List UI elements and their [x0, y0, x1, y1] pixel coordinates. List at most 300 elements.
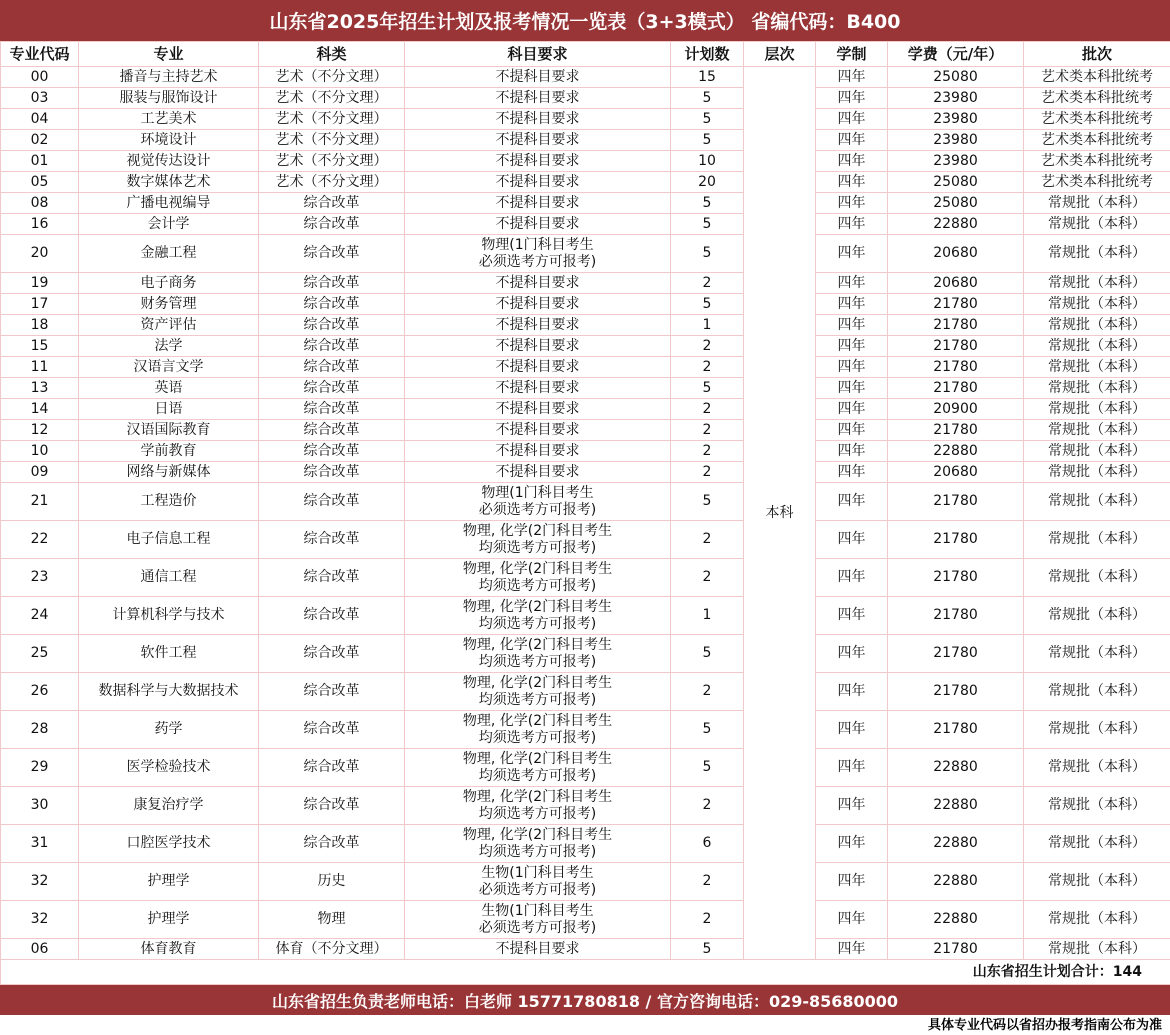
- row-plan: 2: [671, 441, 744, 462]
- row-major: 汉语言文学: [79, 357, 259, 378]
- header-duration: 学制: [816, 42, 888, 67]
- row-plan: 5: [671, 235, 744, 273]
- row-fee: 23980: [888, 109, 1024, 130]
- row-requirement: [405, 235, 671, 273]
- row-category: 综合改革: [259, 462, 405, 483]
- table-row: [1, 787, 1170, 825]
- row-major: 资产评估: [79, 315, 259, 336]
- header-fee: 学费（元/年）: [888, 42, 1024, 67]
- row-fee: 22880: [888, 901, 1024, 939]
- row-code: 24: [1, 597, 79, 635]
- table-row: [1, 130, 1170, 151]
- row-duration: 四年: [816, 214, 888, 235]
- row-batch: 常规批（本科）: [1024, 635, 1170, 673]
- row-requirement: 不提科目要求: [405, 193, 671, 214]
- row-major: 网络与新媒体: [79, 462, 259, 483]
- row-fee: 22880: [888, 749, 1024, 787]
- row-category: 物理: [259, 901, 405, 939]
- row-duration: 四年: [816, 441, 888, 462]
- row-category: 综合改革: [259, 315, 405, 336]
- row-batch: 常规批（本科）: [1024, 336, 1170, 357]
- header-plan: 计划数: [671, 42, 744, 67]
- row-plan: 2: [671, 673, 744, 711]
- row-fee: 21780: [888, 673, 1024, 711]
- row-fee: 21780: [888, 559, 1024, 597]
- row-duration: 四年: [816, 88, 888, 109]
- row-batch: 常规批（本科）: [1024, 420, 1170, 441]
- row-category: 综合改革: [259, 420, 405, 441]
- row-plan: 2: [671, 273, 744, 294]
- requirement-line-2: 必须选考方可报考): [478, 501, 597, 518]
- row-code: 28: [1, 711, 79, 749]
- row-major: 护理学: [79, 863, 259, 901]
- row-category: 综合改革: [259, 214, 405, 235]
- row-duration: 四年: [816, 193, 888, 214]
- table-row: [1, 378, 1170, 399]
- table-row: [1, 462, 1170, 483]
- row-requirement: 不提科目要求: [405, 273, 671, 294]
- row-requirement: 不提科目要求: [405, 336, 671, 357]
- row-batch: 常规批（本科）: [1024, 597, 1170, 635]
- row-code: 20: [1, 235, 79, 273]
- row-plan: 5: [671, 88, 744, 109]
- row-category: 艺术（不分文理）: [259, 172, 405, 193]
- row-major: 护理学: [79, 901, 259, 939]
- table-header-row: [1, 42, 1170, 67]
- row-major: 会计学: [79, 214, 259, 235]
- table-row: [1, 483, 1170, 521]
- row-batch: 常规批（本科）: [1024, 273, 1170, 294]
- row-plan: 5: [671, 483, 744, 521]
- header-batch: 批次: [1024, 42, 1170, 67]
- row-requirement: 不提科目要求: [405, 109, 671, 130]
- row-duration: 四年: [816, 559, 888, 597]
- total-row: [1, 960, 1170, 985]
- row-plan: 10: [671, 151, 744, 172]
- row-major: 通信工程: [79, 559, 259, 597]
- table-row: [1, 441, 1170, 462]
- row-duration: 四年: [816, 711, 888, 749]
- requirement-line-1: 物理(1门科目考生: [481, 236, 594, 253]
- row-category: 历史: [259, 863, 405, 901]
- row-requirement: 不提科目要求: [405, 67, 671, 88]
- row-major: 财务管理: [79, 294, 259, 315]
- row-code: 22: [1, 521, 79, 559]
- row-fee: 25080: [888, 193, 1024, 214]
- row-code: 13: [1, 378, 79, 399]
- row-plan: 2: [671, 462, 744, 483]
- table-row: [1, 214, 1170, 235]
- requirement-line-2: 必须选考方可报考): [478, 919, 597, 936]
- requirement-line-2: 均须选考方可报考): [478, 767, 597, 784]
- row-major: 计算机科学与技术: [79, 597, 259, 635]
- row-code: 12: [1, 420, 79, 441]
- row-batch: 常规批（本科）: [1024, 193, 1170, 214]
- row-category: 综合改革: [259, 235, 405, 273]
- row-code: 32: [1, 863, 79, 901]
- row-category: 综合改革: [259, 673, 405, 711]
- requirement-line-2: 必须选考方可报考): [478, 253, 597, 270]
- row-fee: 23980: [888, 151, 1024, 172]
- row-fee: 22880: [888, 863, 1024, 901]
- row-plan: 2: [671, 420, 744, 441]
- row-duration: 四年: [816, 825, 888, 863]
- requirement-line-2: 均须选考方可报考): [478, 539, 597, 556]
- row-major: 金融工程: [79, 235, 259, 273]
- row-plan: 5: [671, 749, 744, 787]
- row-code: 09: [1, 462, 79, 483]
- row-fee: 20900: [888, 399, 1024, 420]
- row-code: 16: [1, 214, 79, 235]
- row-major: 服装与服饰设计: [79, 88, 259, 109]
- requirement-line-1: 物理, 化学(2门科目考生: [462, 712, 613, 729]
- table-row: [1, 109, 1170, 130]
- row-fee: 23980: [888, 88, 1024, 109]
- row-major: 医学检验技术: [79, 749, 259, 787]
- row-plan: 1: [671, 315, 744, 336]
- row-fee: 21780: [888, 378, 1024, 399]
- row-code: 23: [1, 559, 79, 597]
- row-code: 18: [1, 315, 79, 336]
- row-duration: 四年: [816, 420, 888, 441]
- row-batch: 艺术类本科批统考: [1024, 130, 1170, 151]
- row-major: 软件工程: [79, 635, 259, 673]
- row-code: 10: [1, 441, 79, 462]
- row-major: 日语: [79, 399, 259, 420]
- row-batch: 常规批（本科）: [1024, 749, 1170, 787]
- table-row: [1, 235, 1170, 273]
- row-fee: 21780: [888, 315, 1024, 336]
- row-category: 综合改革: [259, 787, 405, 825]
- table-row: [1, 399, 1170, 420]
- row-category: 艺术（不分文理）: [259, 109, 405, 130]
- row-batch: 常规批（本科）: [1024, 399, 1170, 420]
- requirement-line-1: 物理, 化学(2门科目考生: [462, 522, 613, 539]
- row-plan: 5: [671, 193, 744, 214]
- row-requirement: 不提科目要求: [405, 462, 671, 483]
- row-batch: 常规批（本科）: [1024, 357, 1170, 378]
- table-row: [1, 559, 1170, 597]
- row-code: 25: [1, 635, 79, 673]
- requirement-line-1: 物理, 化学(2门科目考生: [462, 598, 613, 615]
- header-requirement: 科目要求: [405, 42, 671, 67]
- row-batch: 常规批（本科）: [1024, 378, 1170, 399]
- row-plan: 1: [671, 597, 744, 635]
- requirement-line-1: 物理, 化学(2门科目考生: [462, 826, 613, 843]
- row-batch: 常规批（本科）: [1024, 462, 1170, 483]
- requirement-line-1: 物理, 化学(2门科目考生: [462, 788, 613, 805]
- row-plan: 2: [671, 521, 744, 559]
- row-requirement: 不提科目要求: [405, 441, 671, 462]
- row-duration: 四年: [816, 357, 888, 378]
- row-plan: 2: [671, 863, 744, 901]
- requirement-line-2: 均须选考方可报考): [478, 805, 597, 822]
- row-fee: 21780: [888, 635, 1024, 673]
- row-major: 药学: [79, 711, 259, 749]
- row-plan: 5: [671, 635, 744, 673]
- row-major: 学前教育: [79, 441, 259, 462]
- row-requirement: 不提科目要求: [405, 294, 671, 315]
- row-batch: 常规批（本科）: [1024, 711, 1170, 749]
- table-row: [1, 357, 1170, 378]
- row-category: 艺术（不分文理）: [259, 67, 405, 88]
- row-fee: 22880: [888, 214, 1024, 235]
- table-row: [1, 336, 1170, 357]
- row-requirement: [405, 673, 671, 711]
- row-duration: 四年: [816, 462, 888, 483]
- header-category: 科类: [259, 42, 405, 67]
- table-row: [1, 88, 1170, 109]
- row-requirement: [405, 597, 671, 635]
- row-requirement: 不提科目要求: [405, 420, 671, 441]
- row-requirement: [405, 825, 671, 863]
- row-category: 综合改革: [259, 483, 405, 521]
- row-requirement: 不提科目要求: [405, 357, 671, 378]
- row-duration: 四年: [816, 67, 888, 88]
- row-fee: 22880: [888, 787, 1024, 825]
- row-requirement: 不提科目要求: [405, 151, 671, 172]
- row-category: 综合改革: [259, 273, 405, 294]
- header-level: 层次: [744, 42, 816, 67]
- row-requirement: 不提科目要求: [405, 399, 671, 420]
- row-batch: 常规批（本科）: [1024, 483, 1170, 521]
- row-major: 播音与主持艺术: [79, 67, 259, 88]
- row-major: 数字媒体艺术: [79, 172, 259, 193]
- row-fee: 20680: [888, 462, 1024, 483]
- row-requirement: [405, 559, 671, 597]
- table-row: [1, 749, 1170, 787]
- row-fee: 21780: [888, 711, 1024, 749]
- row-category: 综合改革: [259, 441, 405, 462]
- row-major: 英语: [79, 378, 259, 399]
- row-fee: 21780: [888, 521, 1024, 559]
- row-duration: 四年: [816, 109, 888, 130]
- table-row: [1, 901, 1170, 939]
- requirement-line-2: 均须选考方可报考): [478, 691, 597, 708]
- row-fee: 21780: [888, 597, 1024, 635]
- row-plan: 2: [671, 357, 744, 378]
- row-duration: 四年: [816, 315, 888, 336]
- row-duration: 四年: [816, 787, 888, 825]
- row-requirement: [405, 863, 671, 901]
- row-requirement: [405, 483, 671, 521]
- table-row: [1, 863, 1170, 901]
- row-batch: 常规批（本科）: [1024, 863, 1170, 901]
- row-duration: 四年: [816, 294, 888, 315]
- row-category: 综合改革: [259, 378, 405, 399]
- row-major: 工程造价: [79, 483, 259, 521]
- row-code: 32: [1, 901, 79, 939]
- row-code: 26: [1, 673, 79, 711]
- table-row: [1, 315, 1170, 336]
- requirement-line-2: 均须选考方可报考): [478, 577, 597, 594]
- row-category: 综合改革: [259, 711, 405, 749]
- row-requirement: 不提科目要求: [405, 130, 671, 151]
- row-plan: 5: [671, 378, 744, 399]
- plan-total: 山东省招生计划合计：144: [1, 960, 1170, 985]
- row-major: 法学: [79, 336, 259, 357]
- row-code: 17: [1, 294, 79, 315]
- row-batch: 常规批（本科）: [1024, 939, 1170, 960]
- row-batch: 常规批（本科）: [1024, 559, 1170, 597]
- row-plan: 15: [671, 67, 744, 88]
- row-fee: 23980: [888, 130, 1024, 151]
- contact-footer: 山东省招生负责老师电话：白老师 15771780818 / 官方咨询电话：029-85680000: [0, 985, 1170, 1015]
- row-requirement: [405, 521, 671, 559]
- row-plan: 5: [671, 294, 744, 315]
- row-fee: 21780: [888, 357, 1024, 378]
- level-cell: 本科: [744, 67, 816, 960]
- row-category: 综合改革: [259, 336, 405, 357]
- row-category: 综合改革: [259, 399, 405, 420]
- table-row: [1, 711, 1170, 749]
- row-batch: 常规批（本科）: [1024, 901, 1170, 939]
- row-code: 15: [1, 336, 79, 357]
- row-requirement: [405, 787, 671, 825]
- row-category: 综合改革: [259, 357, 405, 378]
- row-plan: 2: [671, 336, 744, 357]
- row-fee: 20680: [888, 235, 1024, 273]
- row-requirement: 不提科目要求: [405, 88, 671, 109]
- row-batch: 常规批（本科）: [1024, 521, 1170, 559]
- row-batch: 常规批（本科）: [1024, 825, 1170, 863]
- row-duration: 四年: [816, 273, 888, 294]
- row-duration: 四年: [816, 597, 888, 635]
- row-category: 综合改革: [259, 193, 405, 214]
- row-code: 03: [1, 88, 79, 109]
- row-major: 康复治疗学: [79, 787, 259, 825]
- row-plan: 5: [671, 939, 744, 960]
- row-code: 08: [1, 193, 79, 214]
- requirement-line-1: 生物(1门科目考生: [481, 864, 594, 881]
- row-code: 11: [1, 357, 79, 378]
- table-row: [1, 172, 1170, 193]
- admission-plan-table: [0, 41, 1170, 985]
- table-row: [1, 193, 1170, 214]
- row-category: 综合改革: [259, 635, 405, 673]
- row-duration: 四年: [816, 172, 888, 193]
- table-row: [1, 825, 1170, 863]
- row-category: 艺术（不分文理）: [259, 151, 405, 172]
- row-batch: 常规批（本科）: [1024, 441, 1170, 462]
- table-row: [1, 273, 1170, 294]
- row-duration: 四年: [816, 336, 888, 357]
- requirement-line-2: 均须选考方可报考): [478, 843, 597, 860]
- row-batch: 艺术类本科批统考: [1024, 151, 1170, 172]
- row-batch: 艺术类本科批统考: [1024, 88, 1170, 109]
- row-code: 31: [1, 825, 79, 863]
- row-batch: 常规批（本科）: [1024, 294, 1170, 315]
- table-row: [1, 67, 1170, 88]
- row-duration: 四年: [816, 130, 888, 151]
- row-plan: 5: [671, 214, 744, 235]
- row-plan: 2: [671, 399, 744, 420]
- row-duration: 四年: [816, 863, 888, 901]
- row-fee: 20680: [888, 273, 1024, 294]
- row-batch: 艺术类本科批统考: [1024, 67, 1170, 88]
- table-row: [1, 635, 1170, 673]
- row-major: 电子信息工程: [79, 521, 259, 559]
- requirement-line-1: 物理, 化学(2门科目考生: [462, 750, 613, 767]
- requirement-line-1: 物理(1门科目考生: [481, 484, 594, 501]
- row-batch: 常规批（本科）: [1024, 673, 1170, 711]
- table-row: [1, 420, 1170, 441]
- row-major: 体育教育: [79, 939, 259, 960]
- row-requirement: 不提科目要求: [405, 214, 671, 235]
- row-duration: 四年: [816, 235, 888, 273]
- row-code: 05: [1, 172, 79, 193]
- row-duration: 四年: [816, 635, 888, 673]
- row-requirement: [405, 711, 671, 749]
- header-major: 专业: [79, 42, 259, 67]
- requirement-line-2: 均须选考方可报考): [478, 615, 597, 632]
- requirement-line-1: 物理, 化学(2门科目考生: [462, 560, 613, 577]
- requirement-line-1: 生物(1门科目考生: [481, 902, 594, 919]
- row-plan: 2: [671, 787, 744, 825]
- row-code: 04: [1, 109, 79, 130]
- row-batch: 常规批（本科）: [1024, 214, 1170, 235]
- row-batch: 艺术类本科批统考: [1024, 172, 1170, 193]
- row-duration: 四年: [816, 151, 888, 172]
- row-fee: 22880: [888, 441, 1024, 462]
- header-code: 专业代码: [1, 42, 79, 67]
- row-batch: 常规批（本科）: [1024, 315, 1170, 336]
- row-category: 综合改革: [259, 521, 405, 559]
- row-code: 30: [1, 787, 79, 825]
- row-major: 环境设计: [79, 130, 259, 151]
- row-duration: 四年: [816, 673, 888, 711]
- requirement-line-2: 必须选考方可报考): [478, 881, 597, 898]
- row-batch: 常规批（本科）: [1024, 787, 1170, 825]
- row-fee: 25080: [888, 172, 1024, 193]
- row-plan: 5: [671, 711, 744, 749]
- table-row: [1, 294, 1170, 315]
- footnote: 具体专业代码以省招办报考指南公布为准: [927, 1018, 1162, 1033]
- requirement-line-2: 均须选考方可报考): [478, 729, 597, 746]
- row-major: 视觉传达设计: [79, 151, 259, 172]
- row-plan: 5: [671, 130, 744, 151]
- table-row: [1, 151, 1170, 172]
- row-duration: 四年: [816, 901, 888, 939]
- row-plan: 5: [671, 109, 744, 130]
- row-duration: 四年: [816, 939, 888, 960]
- row-category: 综合改革: [259, 559, 405, 597]
- row-duration: 四年: [816, 378, 888, 399]
- row-requirement: [405, 749, 671, 787]
- table-row: [1, 673, 1170, 711]
- row-major: 广播电视编导: [79, 193, 259, 214]
- row-category: 综合改革: [259, 749, 405, 787]
- row-batch: 常规批（本科）: [1024, 235, 1170, 273]
- row-requirement: 不提科目要求: [405, 315, 671, 336]
- row-requirement: 不提科目要求: [405, 172, 671, 193]
- row-fee: 21780: [888, 294, 1024, 315]
- row-major: 电子商务: [79, 273, 259, 294]
- requirement-line-1: 物理, 化学(2门科目考生: [462, 674, 613, 691]
- row-code: 02: [1, 130, 79, 151]
- row-category: 艺术（不分文理）: [259, 130, 405, 151]
- row-fee: 25080: [888, 67, 1024, 88]
- row-fee: 21780: [888, 336, 1024, 357]
- row-requirement: 不提科目要求: [405, 939, 671, 960]
- row-plan: 20: [671, 172, 744, 193]
- row-requirement: 不提科目要求: [405, 378, 671, 399]
- row-fee: 21780: [888, 483, 1024, 521]
- row-code: 29: [1, 749, 79, 787]
- row-plan: 6: [671, 825, 744, 863]
- row-fee: 21780: [888, 420, 1024, 441]
- row-requirement: [405, 901, 671, 939]
